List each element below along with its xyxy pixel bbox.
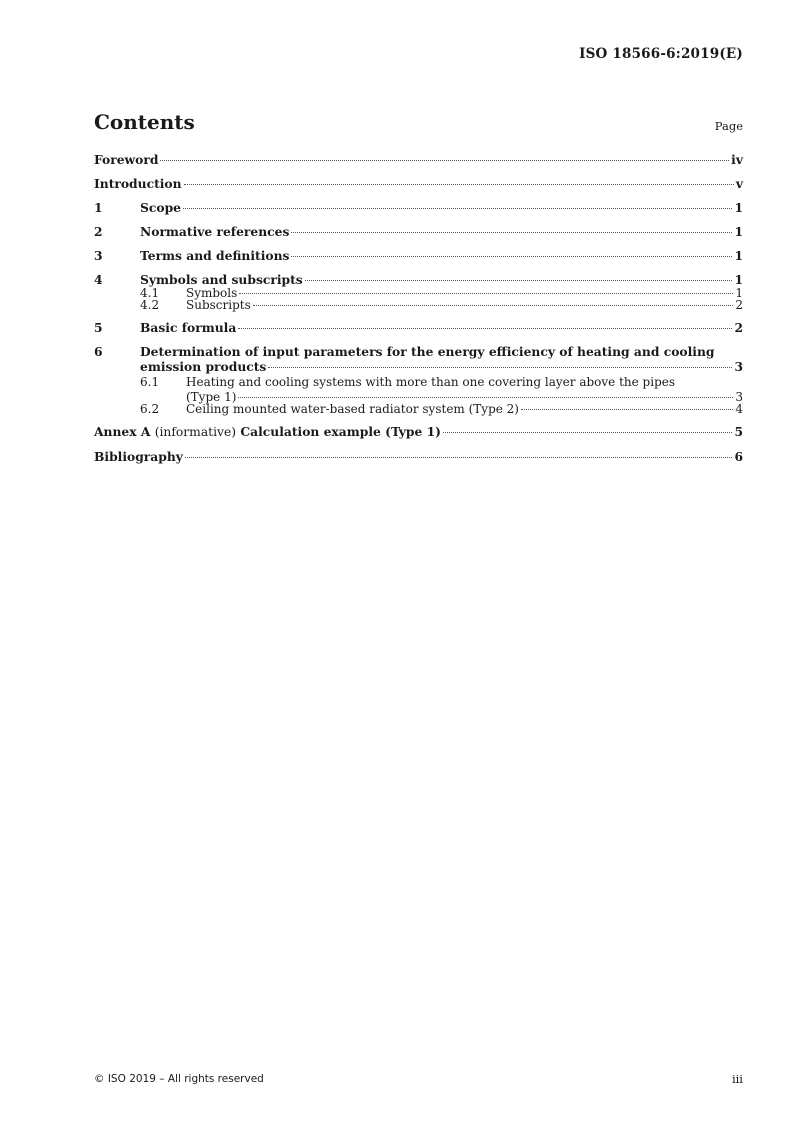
toc-entry-symbols-subscripts[interactable]	[94, 272, 743, 287]
annex-label: Annex A	[94, 424, 151, 439]
leader-dots	[238, 328, 732, 329]
toc-page: 3	[735, 390, 743, 404]
toc-title: Normative references	[140, 224, 290, 239]
leader-dots	[253, 305, 734, 306]
leader-dots	[291, 232, 732, 233]
leader-dots	[268, 367, 732, 368]
toc-number: 4	[94, 272, 103, 287]
toc-entry-ceiling-radiator[interactable]	[94, 403, 743, 415]
toc-title: Introduction	[94, 176, 182, 191]
toc-title-line-2: (Type 1)	[186, 390, 237, 404]
toc-entry-scope[interactable]	[94, 200, 743, 215]
toc-entry-annex-a[interactable]	[94, 424, 743, 440]
toc-entry-heating-cooling-systems[interactable]	[94, 376, 743, 403]
toc-title: Bibliography	[94, 449, 183, 464]
toc-title: Terms and definitions	[140, 248, 290, 263]
footer-copyright: © ISO 2019 – All rights reserved	[94, 1073, 264, 1085]
annex-kind: (informative)	[154, 425, 237, 439]
toc-number: 4.1	[140, 286, 160, 300]
toc-number: 6.1	[140, 375, 160, 389]
toc-title-line-2: emission products	[140, 359, 267, 374]
leader-dots	[305, 280, 733, 281]
toc-page: 1	[734, 248, 743, 263]
toc-title: Symbols and subscripts	[140, 272, 303, 287]
toc-entry-basic-formula[interactable]	[94, 320, 743, 335]
leader-dots	[185, 457, 733, 458]
toc-title	[94, 424, 441, 440]
toc-entry-subscripts[interactable]	[94, 299, 743, 311]
leader-dots	[184, 184, 734, 185]
toc-entry-foreword[interactable]	[94, 152, 743, 167]
toc-page: 1	[734, 272, 743, 287]
standard-id: ISO 18566-6:2019(E)	[579, 46, 743, 62]
toc-number: 1	[94, 200, 103, 215]
toc-page: 6	[734, 449, 743, 464]
toc-number: 6	[94, 344, 103, 359]
toc-page: 2	[734, 320, 743, 335]
leader-dots	[521, 409, 733, 410]
toc-entry-normative-references[interactable]	[94, 224, 743, 239]
page-column-label: Page	[714, 119, 743, 133]
toc-page: 1	[734, 200, 743, 215]
toc-number: 4.2	[140, 298, 160, 312]
footer-page-number: iii	[731, 1072, 743, 1086]
toc-entry-terms-definitions[interactable]	[94, 248, 743, 263]
leader-dots	[183, 208, 732, 209]
toc-page: 1	[735, 286, 743, 300]
toc-title-line-1: Heating and cooling systems with more than one covering layer above the pipes	[186, 375, 676, 389]
toc-page: 2	[735, 298, 743, 312]
toc-title: Foreword	[94, 152, 159, 167]
annex-title: Calculation example (Type 1)	[240, 424, 441, 439]
toc-entry-bibliography[interactable]	[94, 449, 743, 464]
toc-page: iv	[731, 152, 743, 167]
leader-dots	[238, 397, 733, 398]
page-title: Contents	[94, 110, 195, 134]
leader-dots	[239, 293, 733, 294]
leader-dots	[160, 160, 729, 161]
toc-page: 3	[734, 359, 743, 374]
toc-title: Basic formula	[140, 320, 237, 335]
toc-title: Scope	[140, 200, 181, 215]
toc-title: Subscripts	[186, 298, 251, 312]
toc-number: 3	[94, 248, 103, 263]
toc-number: 5	[94, 320, 103, 335]
toc-entry-introduction[interactable]	[94, 176, 743, 191]
toc-number: 2	[94, 224, 103, 239]
toc-page: 1	[734, 224, 743, 239]
toc-page: 4	[735, 402, 743, 416]
toc-title: Ceiling mounted water-based radiator system (Type 2)	[186, 402, 519, 416]
table-of-contents	[94, 152, 743, 464]
toc-title-line-1: Determination of input parameters for the energy efficiency of heating and cooling	[140, 344, 715, 359]
toc-number: 6.2	[140, 402, 160, 416]
leader-dots	[291, 256, 732, 257]
toc-title: Symbols	[186, 286, 238, 300]
toc-entry-determination[interactable]	[94, 344, 743, 374]
leader-dots	[443, 432, 732, 433]
toc-page: 5	[734, 424, 743, 439]
toc-page: v	[735, 176, 743, 191]
